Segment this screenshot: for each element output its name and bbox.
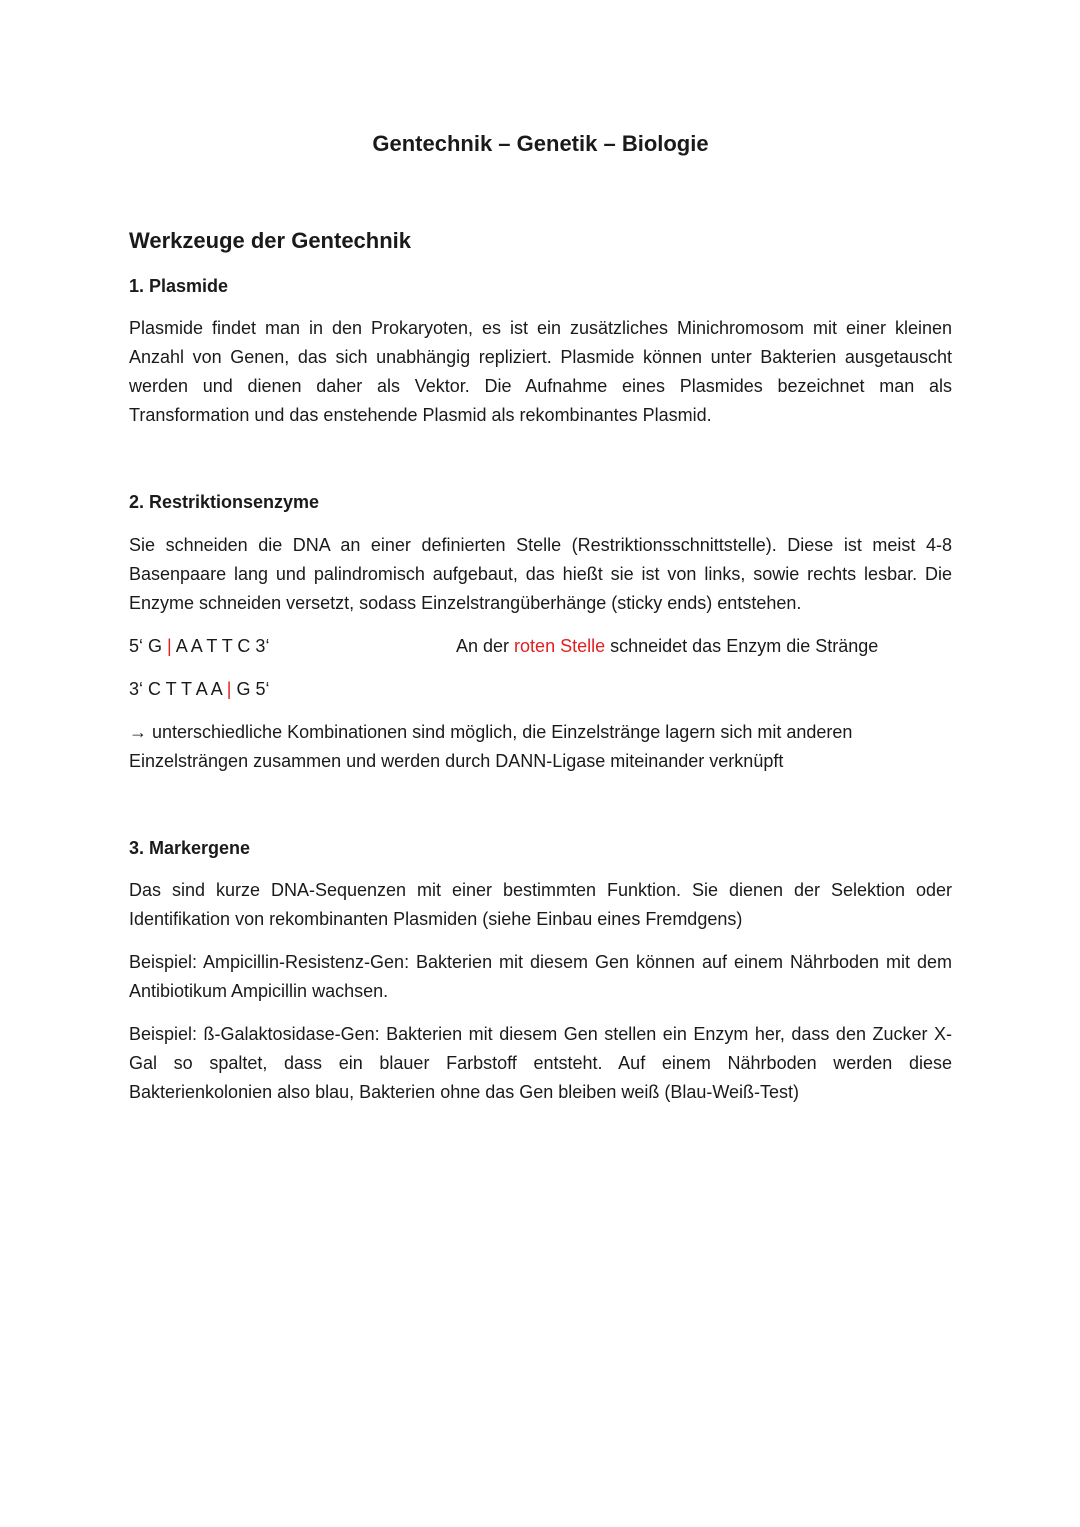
paragraph-example-ampicillin: Beispiel: Ampicillin-Resistenz-Gen: Bakterien mit diesem Gen können auf einem Nährboden mit dem Antibiotikum Ampicillin wachsen.	[129, 952, 952, 1001]
seq2-left: 3‘ C T T A A	[129, 679, 227, 699]
note-before: An der	[456, 636, 515, 656]
document-title: Gentechnik – Genetik – Biologie	[372, 131, 709, 156]
heading-restriktionsenzyme: 2. Restriktionsenzyme	[129, 492, 320, 512]
seq1-left: 5‘ G	[129, 636, 168, 656]
sequence-strand-2	[129, 676, 269, 702]
heading-markergene: 3. Markergene	[129, 838, 251, 858]
note-after: schneidet das Enzym die Stränge	[605, 636, 879, 656]
seq2-right: G 5‘	[231, 679, 270, 699]
paragraph-restriktionsenzyme: Sie schneiden die DNA an einer definierten Stelle (Restriktionsschnittstelle). Diese ist meist 4-8 Basenpaare lang und palindromisch aufgebaut, das hießt sie ist von links, sowie rechts lesbar. Die Enzyme schneiden versetzt, sodass Einzelstrangüberhänge (sticky ends) entstehen.	[129, 535, 952, 613]
cut-mark-2: |	[226, 679, 232, 699]
paragraph-example-galaktosidase: Beispiel: ß-Galaktosidase-Gen: Bakterien mit diesem Gen stellen ein Enzym her, dass den Zucker X-Gal so spaltet, dass ein blauer Farbstoff entsteht. Auf einem Nährboden werden diese Bakterienkolonien also blau, Bakterien ohne das Gen bleiben weiß (Blau-Weiß-Test)	[129, 1024, 952, 1102]
paragraph-markergene: Das sind kurze DNA-Sequenzen mit einer bestimmten Funktion. Sie dienen der Selektion oder Identifikation von rekombinanten Plasmiden (siehe Einbau eines Fremdgens)	[129, 880, 952, 929]
section-heading: Werkzeuge der Gentechnik	[129, 228, 412, 253]
seq1-right: A A T T C 3‘	[171, 636, 270, 656]
sequence-strand-1	[129, 633, 269, 659]
paragraph-plasmide: Plasmide findet man in den Prokaryoten, es ist ein zusätzliches Minichromosom mit einer kleinen Anzahl von Genen, das sich unabhängig repliziert. Plasmide können unter Bakterien ausgetauscht werden und dienen daher als Vektor. Die Aufnahme eines Plasmides bezeichnet man als Transformation und das enstehende Plasmid als rekombinantes Plasmid.	[129, 318, 952, 425]
note-highlight: roten Stelle	[514, 636, 606, 656]
cut-mark-1: |	[167, 636, 172, 656]
heading-plasmide: 1. Plasmide	[129, 276, 229, 296]
cut-note	[456, 633, 878, 659]
paragraph-combinations: → unterschiedliche Kombinationen sind möglich, die Einzelstränge lagern sich mit anderen Einzelsträngen zusammen und werden durch DANN-Ligase miteinander verknüpft	[129, 722, 853, 771]
